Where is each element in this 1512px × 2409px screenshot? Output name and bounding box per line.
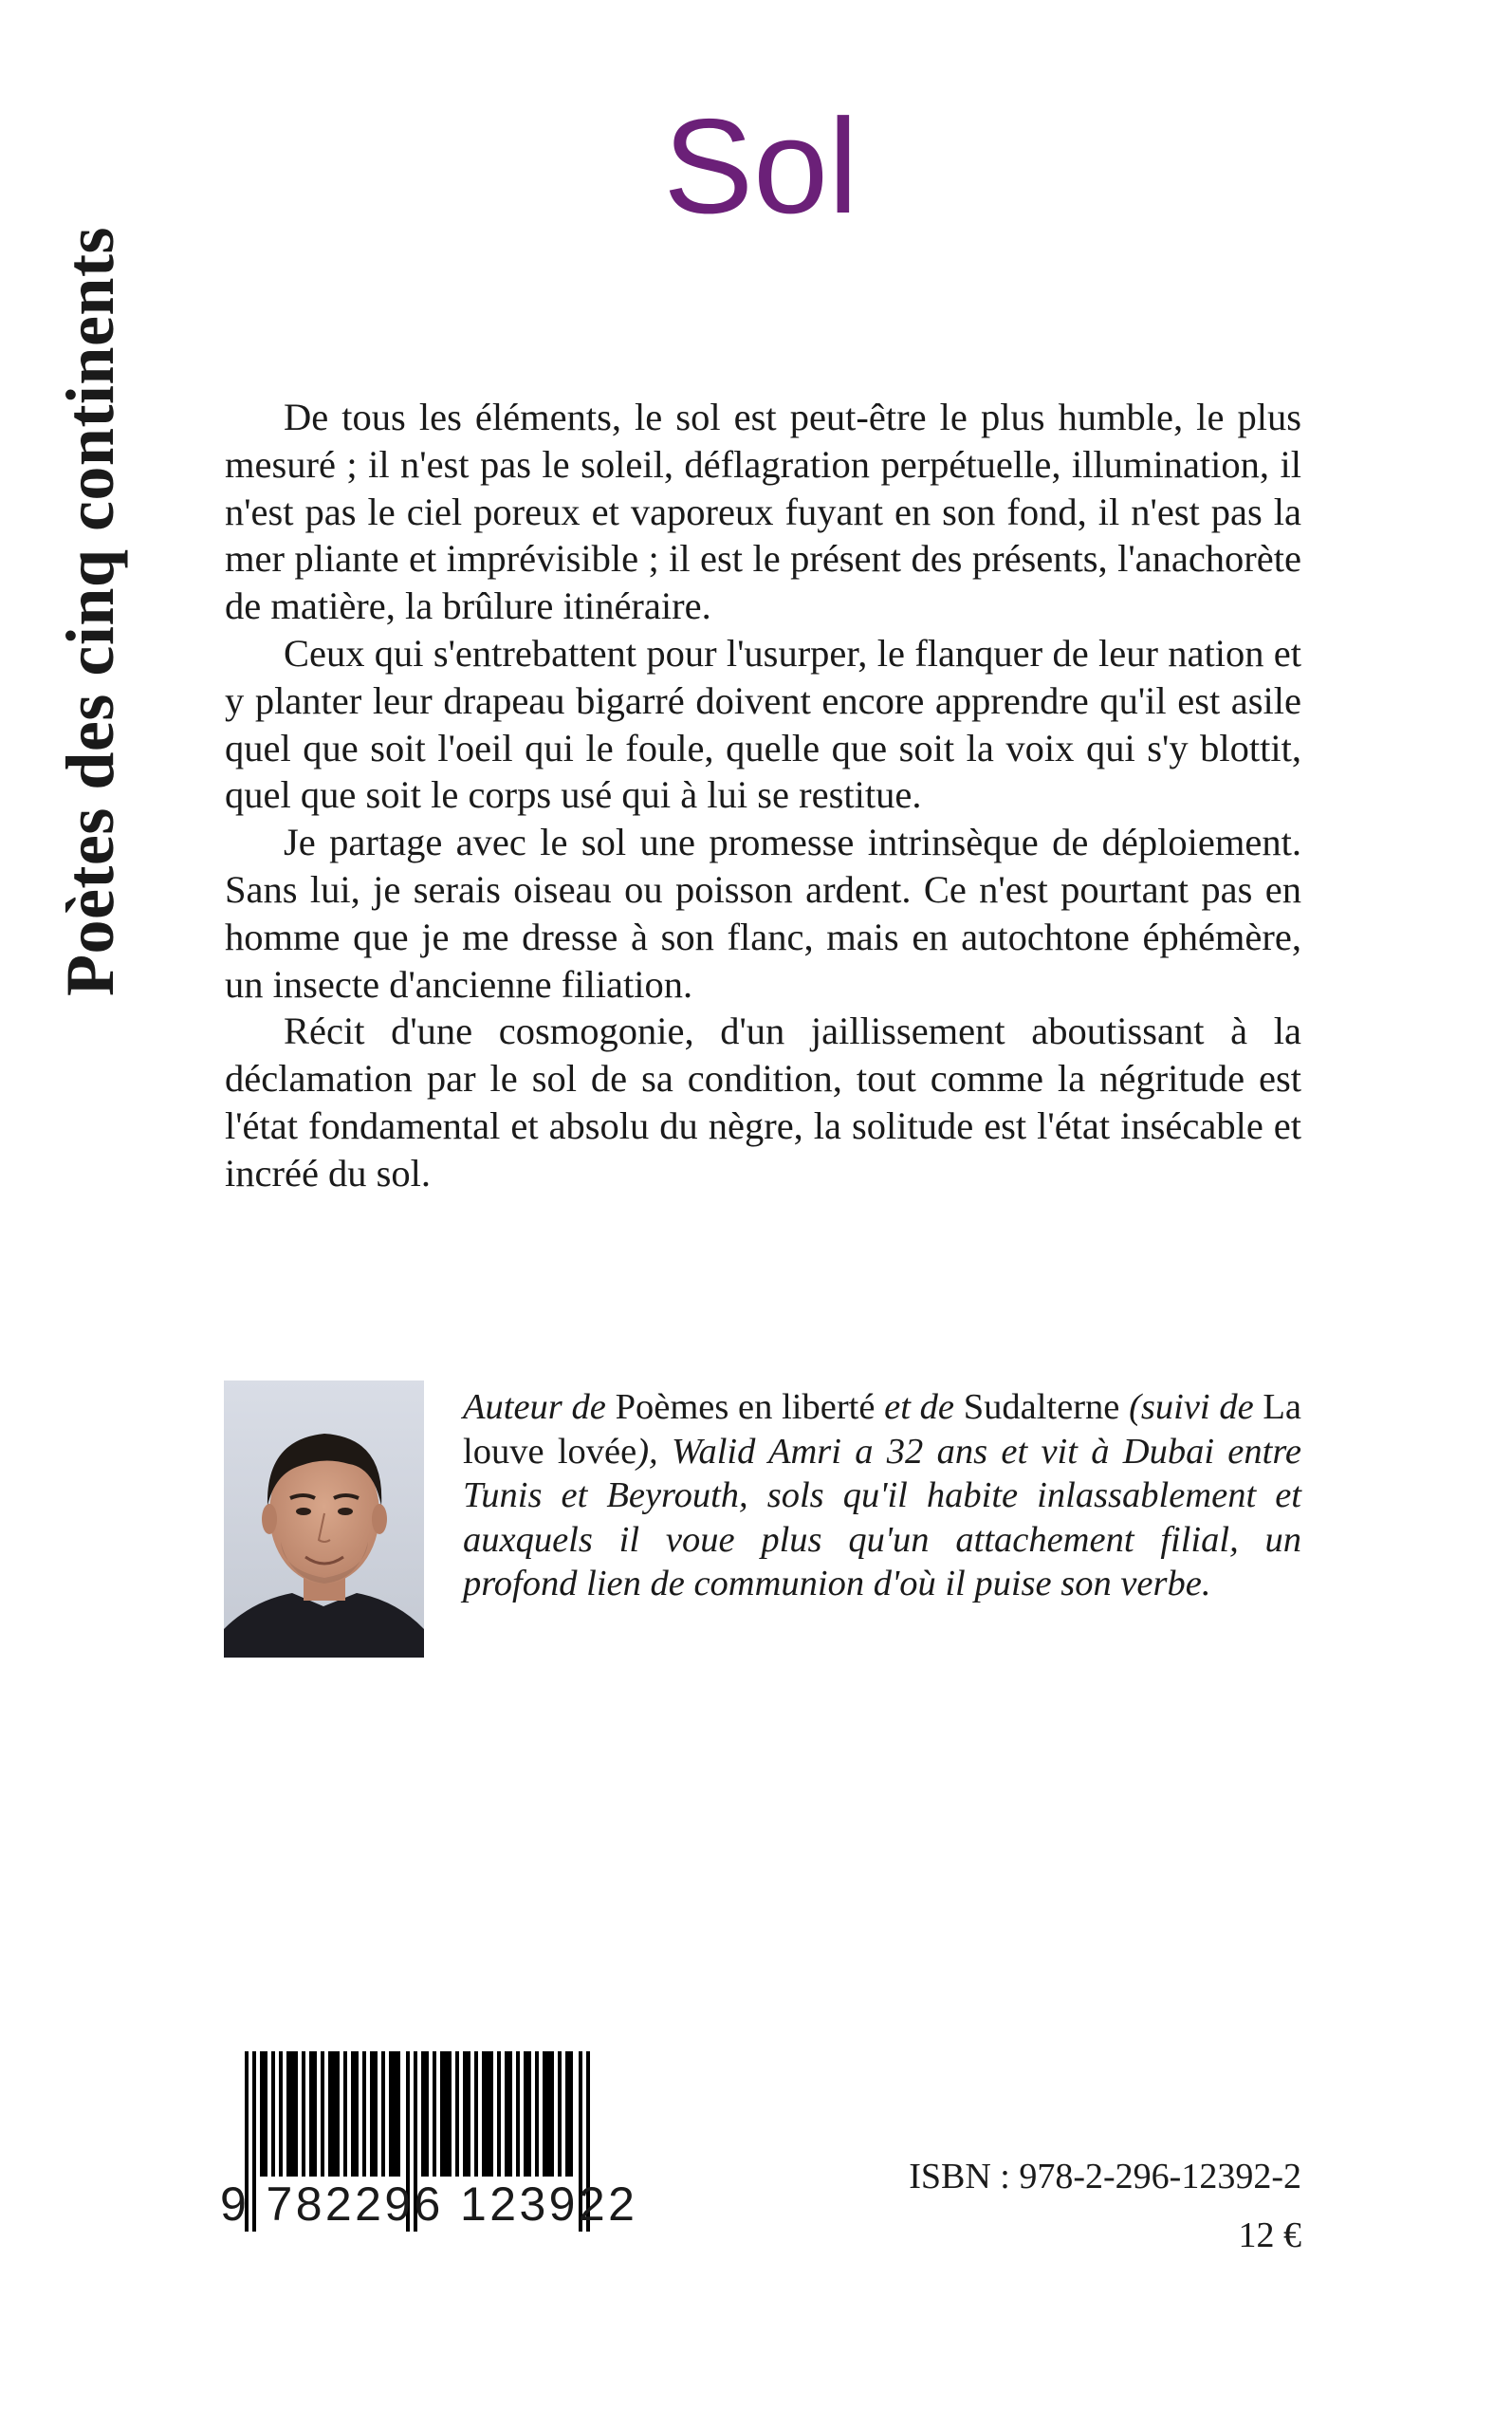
blurb-paragraph: Récit d'une cosmogonie, d'un jaillissement aboutissant à la déclamation par le sol de sa condition, tout comme la négritude est l'état fondamental et absolu du nègre, la solitude est l'état insécable et incréé du sol. bbox=[225, 1010, 1301, 1195]
bio-work-title: La louve lovée bbox=[463, 1387, 1302, 1472]
isbn: ISBN : 978-2-296-12392-2 bbox=[909, 2157, 1301, 2196]
barcode-number: 9 782296 123922 bbox=[220, 2177, 638, 2231]
blurb-paragraph: De tous les éléments, le sol est peut-être le plus humble, le plus mesuré ; il n'est pas le soleil, déflagration perpétuelle, illumination, il n'est pas le ciel poreux et vaporeux fuyant en son fond, il n'est pas la mer pliante et imprévisible ; il est le présent des présents, l'anachorète de matière, la brûlure itinéraire. bbox=[225, 396, 1301, 628]
bio-text: (suivi de bbox=[1129, 1387, 1254, 1427]
bio-text: ), Walid Amri a 32 ans et vit à Dubai entre Tunis et Beyrouth, sols qu'il habite inlassablement et auxquels il voue plus qu'un attachement filial, un profond lien de communion d'où il puise son verbe. bbox=[463, 1431, 1301, 1603]
author-photo bbox=[224, 1381, 424, 1658]
bio-work-title: Sudalterne bbox=[963, 1387, 1120, 1427]
bio-work-title: Poèmes en liberté bbox=[615, 1387, 876, 1427]
series-title: Poètes des cinq continents bbox=[52, 227, 128, 997]
blurb-paragraph: Ceux qui s'entrebattent pour l'usurper, le flanquer de leur nation et y planter leur drapeau bigarré doivent encore apprendre qu'il est asile quel que soit l'oeil qui le foule, quelle que soit la voix qui s'y blottit, quel que soit le corps usé qui à lui se restitue. bbox=[225, 631, 1301, 817]
book-title: Sol bbox=[663, 91, 858, 242]
price: 12 € bbox=[1238, 2215, 1301, 2255]
back-cover-blurb bbox=[225, 394, 1301, 1197]
bio-text: Auteur de bbox=[463, 1387, 606, 1427]
blurb-paragraph: Je partage avec le sol une promesse intrinsèque de déploiement. Sans lui, je serais oiseau ou poisson ardent. Ce n'est pourtant pas en homme que je me dresse à son flanc, mais en autochtone éphémère, un insecte d'ancienne filiation. bbox=[225, 821, 1301, 1006]
author-bio bbox=[463, 1385, 1301, 1606]
bio-text: et de bbox=[884, 1387, 955, 1427]
